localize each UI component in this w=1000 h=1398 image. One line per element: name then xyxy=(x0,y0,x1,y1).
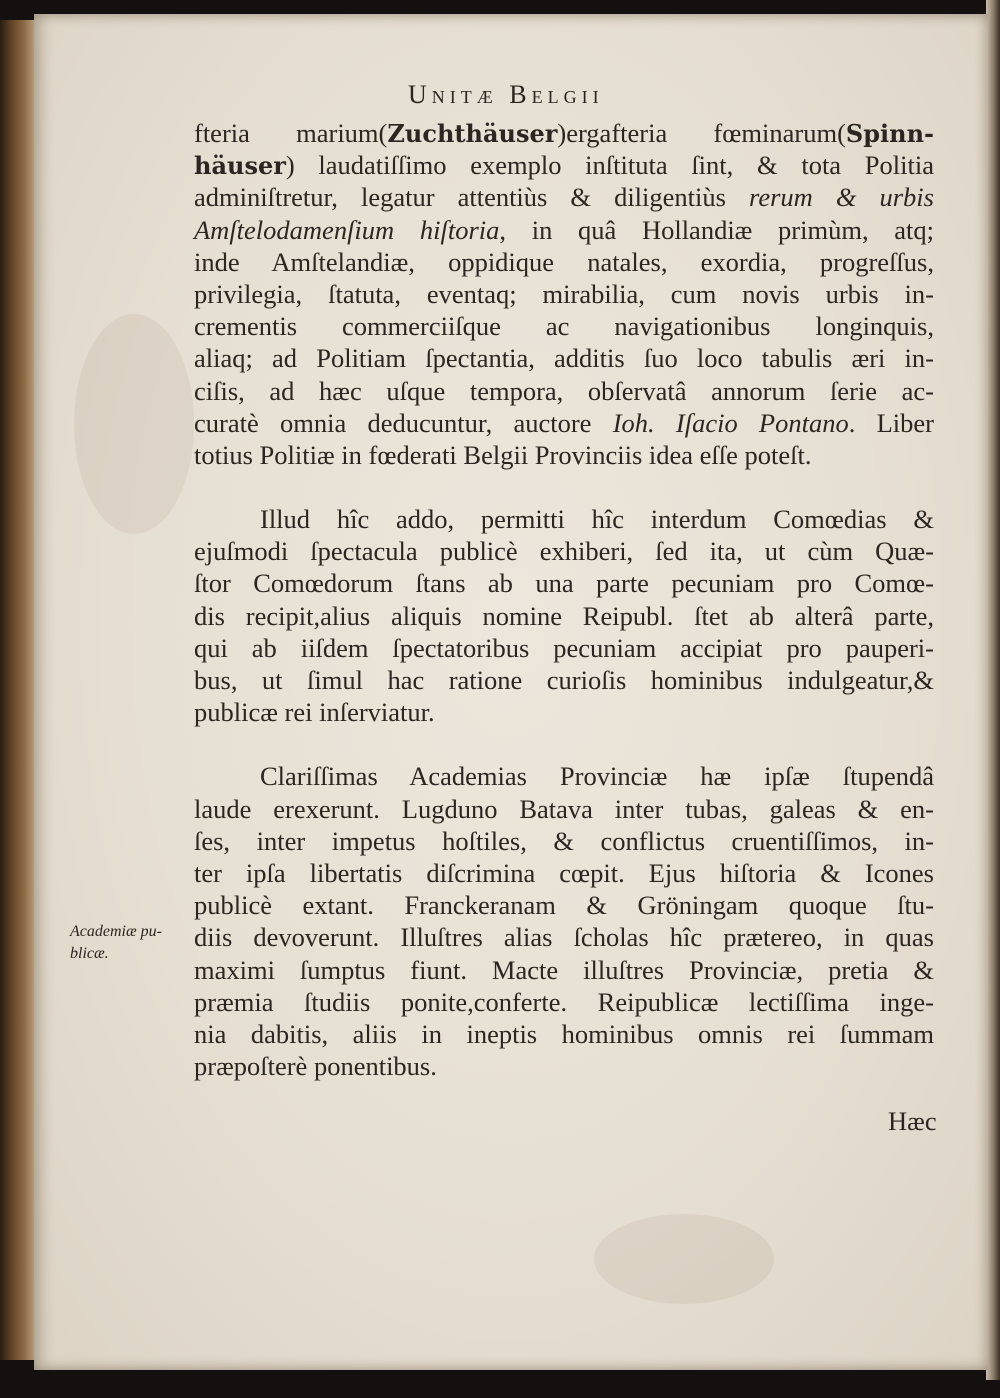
body-text xyxy=(194,117,934,1082)
text-line: nia dabitis, aliis in ineptis hominibus omnis rei ſummam xyxy=(194,1018,934,1049)
text-line: maximi ſumptus fiunt. Macte illuſtres Provinciæ, pretia & xyxy=(194,954,934,985)
text-line: crementis commerciiſque ac navigationibus longinquis, xyxy=(194,311,934,342)
text-line: ter ipſa libertatis diſcrimina cœpit. Ejus hiſtoria & Icones xyxy=(194,857,934,888)
text-line: aliaq; ad Politiam ſpectantia, additis ſuo loco tabulis æri in- xyxy=(194,343,934,374)
text-line: diis devoverunt. Illuſtres alias ſcholas hîc prætereo, in quas xyxy=(194,922,934,953)
text-line: häuser) laudatiſſimo exemplo inſtituta ſint, & tota Politia xyxy=(194,150,934,181)
text-line: dis recipit,alius aliquis nomine Reipubl. ſtet ab alterâ parte, xyxy=(194,600,934,631)
text-line: ciſis, ad hæc uſque tempora, obſervatâ annorum ſerie ac- xyxy=(194,375,934,406)
text-line: bus, ut ſimul hac ratione curioſis hominibus indulgeatur,& xyxy=(194,665,934,695)
text-line: ejuſmodi ſpectacula publicè exhiberi, ſed ita, ut cùm Quæ- xyxy=(194,536,934,567)
running-head: Unitæ Belgii xyxy=(408,80,604,109)
text-line: Illud hîc addo, permitti hîc interdum Comœdias & xyxy=(260,504,934,535)
text-line: Clariſſimas Academias Provinciæ hæ ipſæ ſtupendâ xyxy=(260,761,934,792)
text-line: publicæ rei inſerviatur. xyxy=(194,697,435,728)
margin-note-line: blicæ. xyxy=(70,945,109,962)
text-line: ſes, inter impetus hoſtiles, & conflictus cruentiſſimos, in- xyxy=(194,825,934,856)
text-line: privilegia, ſtatuta, eventaq; mirabilia, cum novis urbis in- xyxy=(194,278,934,309)
book-spine-edge xyxy=(0,20,34,1360)
margin-note xyxy=(70,921,190,965)
text-line: qui ab iiſdem ſpectatoribus pecuniam accipiat pro pauperi- xyxy=(194,632,934,663)
catchword: Hæc xyxy=(888,1106,937,1136)
text-line: Amſtelodamenſium hiſtoria, in quâ Hollandiæ primùm, atq; xyxy=(194,214,935,245)
paper-stain xyxy=(594,1214,774,1304)
page-fore-edge xyxy=(986,0,1000,1380)
text-line: præpoſterè ponentibus. xyxy=(194,1051,437,1082)
text-line: publicè extant. Franckeranam & Gröningam quoque ſtu- xyxy=(194,890,934,921)
text-line: adminiſtretur, legatur attentiùs & diligentiùs rerum & urbis xyxy=(194,182,934,213)
text-line: totius Politiæ in fœderati Belgii Provinciis idea eſſe poteſt. xyxy=(194,439,812,470)
paper-stain xyxy=(74,314,194,534)
text-line: præmia ſtudiis ponite,conferte. Reipublicæ lectiſſima inge- xyxy=(194,986,934,1017)
margin-note-line: Academiæ pu- xyxy=(70,923,162,940)
paragraph-gap xyxy=(194,728,934,760)
text-line: curatè omnia deducuntur, auctore Ioh. Iſacio Pontano. Liber xyxy=(194,407,935,438)
text-line: inde Amſtelandiæ, oppidique natales, exordia, progreſſus, xyxy=(194,246,934,277)
text-line: ſtor Comœdorum ſtans ab una parte pecuniam pro Comœ- xyxy=(194,568,934,599)
text-line: laude erexerunt. Lugduno Batava inter tubas, galeas & en- xyxy=(194,793,934,824)
text-line: fteria marium(Zuchthäuser)ergafteria fœminarum(Spinn- xyxy=(194,118,934,148)
paragraph-gap xyxy=(194,471,934,503)
